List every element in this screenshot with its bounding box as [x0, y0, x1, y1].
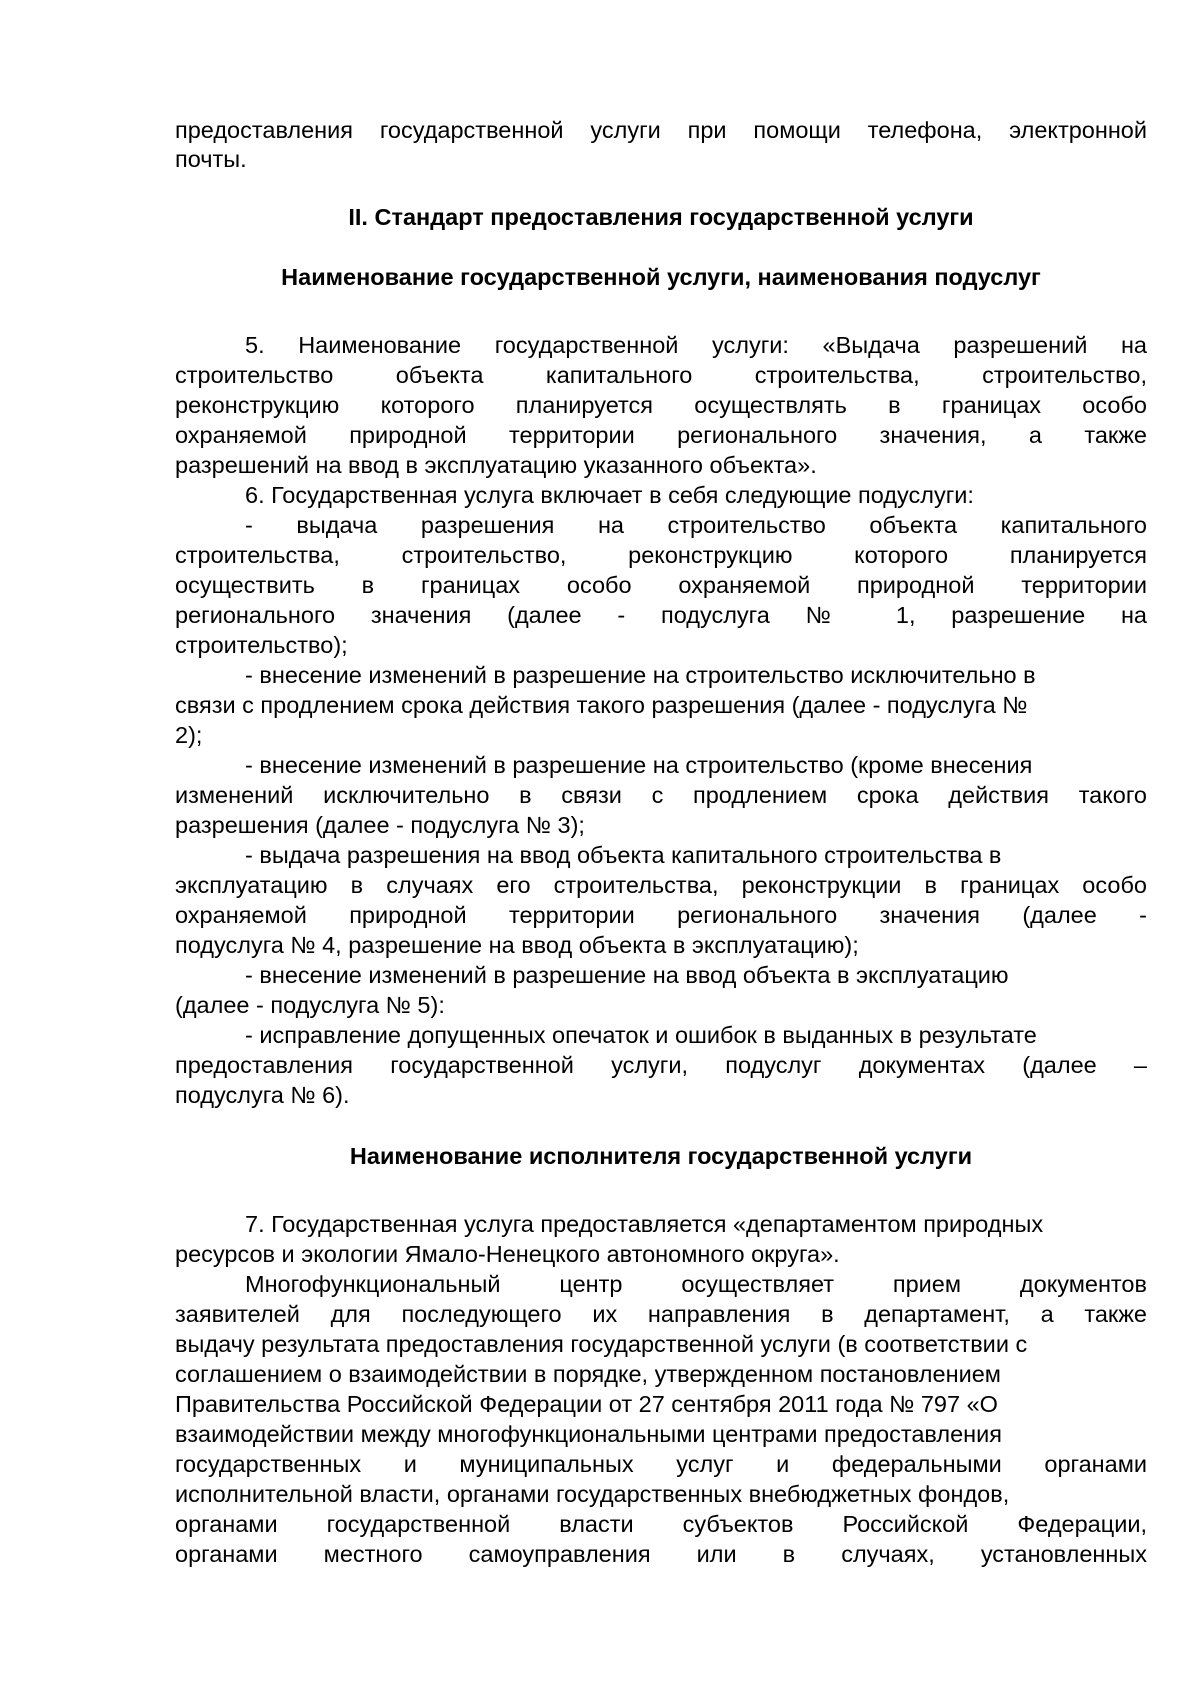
list-item-line: эксплуатацию в случаях его строительства, реконструкции в границах особо — [175, 872, 1147, 898]
list-item-line: изменений исключительно в связи с продлением срока действия такого — [175, 782, 1147, 808]
paragraph-line: соглашением о взаимодействии в порядке, утвержденном постановлением — [175, 1361, 1001, 1387]
list-item-line: связи с продлением срока действия такого разрешения (далее - подуслуга № — [175, 692, 1028, 718]
paragraph-line: Многофункциональный центр осуществляет прием документов — [245, 1271, 1147, 1297]
list-item-line: строительство); — [175, 632, 348, 658]
paragraph-line: 7. Государственная услуга предоставляется «департаментом природных — [245, 1211, 1044, 1237]
list-item-line: 2); — [175, 722, 203, 748]
paragraph-line: государственных и муниципальных услуг и федеральными органами — [175, 1451, 1147, 1477]
paragraph-line: реконструкцию которого планируется осуществлять в границах особо — [175, 392, 1147, 418]
paragraph-line: 6. Государственная услуга включает в себя следующие подуслуги: — [245, 482, 974, 508]
list-item-line: (далее - подуслуга № 5): — [175, 992, 445, 1018]
list-item-line: охраняемой природной территории регионального значения (далее - — [175, 902, 1147, 928]
list-item-line: строительства, строительство, реконструкцию которого планируется — [175, 542, 1147, 568]
paragraph-line: разрешений на ввод в эксплуатацию указанного объекта». — [175, 452, 817, 478]
paragraph-line: заявителей для последующего их направления в департамент, а также — [175, 1301, 1147, 1327]
list-item-line: подуслуга № 4, разрешение на ввод объекта в эксплуатацию); — [175, 932, 859, 958]
intro-line-2: почты. — [175, 146, 247, 172]
list-item-line: осуществить в границах особо охраняемой природной территории — [175, 572, 1147, 598]
list-item-line: - внесение изменений в разрешение на строительство (кроме внесения — [245, 752, 1033, 778]
list-item-line: - выдача разрешения на строительство объекта капитального — [245, 512, 1147, 538]
paragraph-line: исполнительной власти, органами государственных внебюджетных фондов, — [175, 1481, 1010, 1507]
paragraph-line: органами местного самоуправления или в случаях, установленных — [175, 1541, 1147, 1567]
list-item-line: - внесение изменений в разрешение на строительство исключительно в — [245, 662, 1036, 688]
list-item-line: разрешения (далее - подуслуга № 3); — [175, 812, 585, 838]
paragraph-line: выдачу результата предоставления государственной услуги (в соответствии с — [175, 1331, 1028, 1357]
paragraph-line: взаимодействии между многофункциональными центрами предоставления — [175, 1421, 1002, 1447]
paragraph-line: органами государственной власти субъектов Российской Федерации, — [175, 1511, 1147, 1537]
subsection-title-services: Наименование государственной услуги, наименования подуслуг — [281, 264, 1041, 290]
list-item-line: регионального значения (далее - подуслуга № 1, разрешение на — [175, 602, 1147, 628]
intro-line-1: предоставления государственной услуги при помощи телефона, электронной — [175, 117, 1147, 143]
list-item-line: - внесение изменений в разрешение на ввод объекта в эксплуатацию — [245, 962, 1009, 988]
list-item-line: предоставления государственной услуги, подуслуг документах (далее – — [175, 1052, 1147, 1078]
paragraph-line: ресурсов и экологии Ямало-Ненецкого автономного округа». — [175, 1241, 840, 1267]
subsection-title-executor: Наименование исполнителя государственной услуги — [349, 1143, 973, 1169]
paragraph-line: 5. Наименование государственной услуги: «Выдача разрешений на — [245, 332, 1147, 358]
paragraph-line: охраняемой природной территории регионального значения, а также — [175, 422, 1147, 448]
section-title: II. Стандарт предоставления государственной услуги — [348, 204, 974, 230]
paragraph-line: Правительства Российской Федерации от 27 сентября 2011 года № 797 «О — [175, 1391, 998, 1417]
list-item-line: подуслуга № 6). — [175, 1082, 350, 1108]
paragraph-line: строительство объекта капитального строительства, строительство, — [175, 362, 1147, 388]
list-item-line: - выдача разрешения на ввод объекта капитального строительства в — [245, 842, 1002, 868]
list-item-line: - исправление допущенных опечаток и ошибок в выданных в результате — [245, 1022, 1037, 1048]
